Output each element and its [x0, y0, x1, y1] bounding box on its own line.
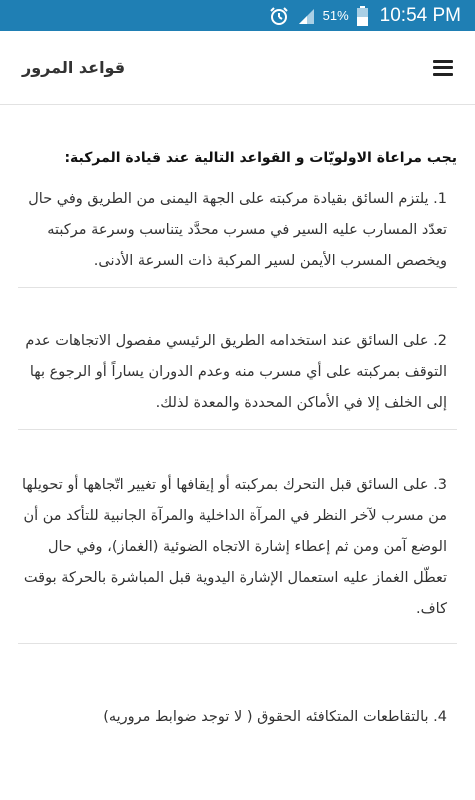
app-bar — [0, 31, 475, 105]
clock: 10:54 PM — [379, 4, 461, 26]
intro-text: يجب مراعاة الاولويّات و القواعد التالية عند قيادة المركبة: — [64, 150, 457, 166]
rule-item-4: 4. بالتقاطعات المتكافئه الحقوق ( لا توجد ضوابط مروريه) — [103, 709, 447, 725]
rule-item-2: 2. على السائق عند استخدامه الطريق الرئيسي مفصول الاتجاهات عدم التوقف بمركبته على أي مسرب منه وعدم الدوران يساراً أو الرجوع بها إلى الخلف إلا في الأماكن المحددة والمعدة لذلك. — [18, 288, 457, 430]
signal-icon — [297, 7, 315, 25]
rule-item-3: 3. على السائق قبل التحرك بمركبته أو إيقافها أو تغيير اتّجاهها أو تحويلها من مسرب لآخر النظر في المرآة الداخلية والمرآة الجانبية للتأكد من أن الوضع آمن ومن ثم إعطاء إشارة الاتجاه الضوئية (الغماز)، وفي حال تعطّل الغماز عليه استعمال الإشارة اليدوية قبل المباشرة بالحركة بوقت كاف. — [18, 430, 457, 644]
menu-icon[interactable] — [433, 60, 453, 76]
battery-icon — [357, 6, 368, 26]
battery-percent: 51% — [322, 8, 349, 23]
page-title: قواعد المرور — [22, 58, 126, 77]
content-scroll[interactable] — [0, 106, 475, 800]
rule-item-1: 1. يلتزم السائق بقيادة مركبته على الجهة اليمنى من الطريق وفي حال تعدّد المسارب عليه السير في مسرب محدَّد يتناسب وسرعة مركبته ويخصص المسرب الأيمن لسير المركبة ذات السرعة الأدنى. — [18, 184, 457, 288]
status-bar — [0, 0, 475, 31]
alarm-icon — [269, 6, 289, 26]
